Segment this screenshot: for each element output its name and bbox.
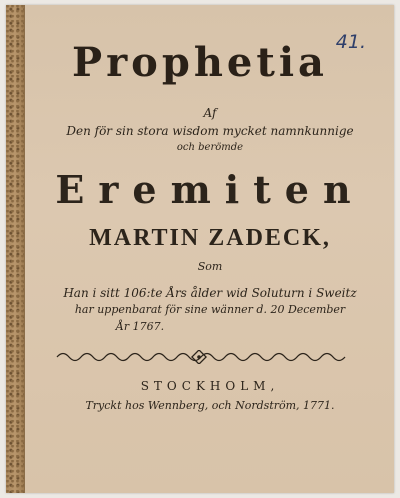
- subtitle-line-1: Den för sin stora wisdom mycket namnkunnige: [66, 124, 354, 138]
- handwritten-page-number: 41.: [335, 31, 366, 53]
- imprint-place: STOCKHOLM,: [140, 379, 280, 393]
- body-line-2: har uppenbarat för sine wänner d. 20 December: [74, 303, 346, 316]
- document-page: [6, 5, 394, 493]
- imprint-printer: Tryckt hos Wennberg, och Nordström, 1771.: [85, 399, 335, 412]
- author-name: MARTIN ZADECK,: [89, 225, 331, 251]
- body-line-3: År 1767.: [115, 320, 165, 333]
- subtitle-line-2: och berömde: [176, 142, 244, 153]
- ornamental-border-icon: [53, 350, 349, 364]
- title-preposition: Af: [203, 106, 217, 120]
- body-line-1: Han i sitt 106:te Års ålder wid Soluturn i Sweitz: [63, 286, 357, 300]
- eremit-heading: Eremiten: [55, 167, 365, 212]
- document-title: Prophetia: [72, 39, 328, 86]
- som-line: Som: [197, 260, 223, 273]
